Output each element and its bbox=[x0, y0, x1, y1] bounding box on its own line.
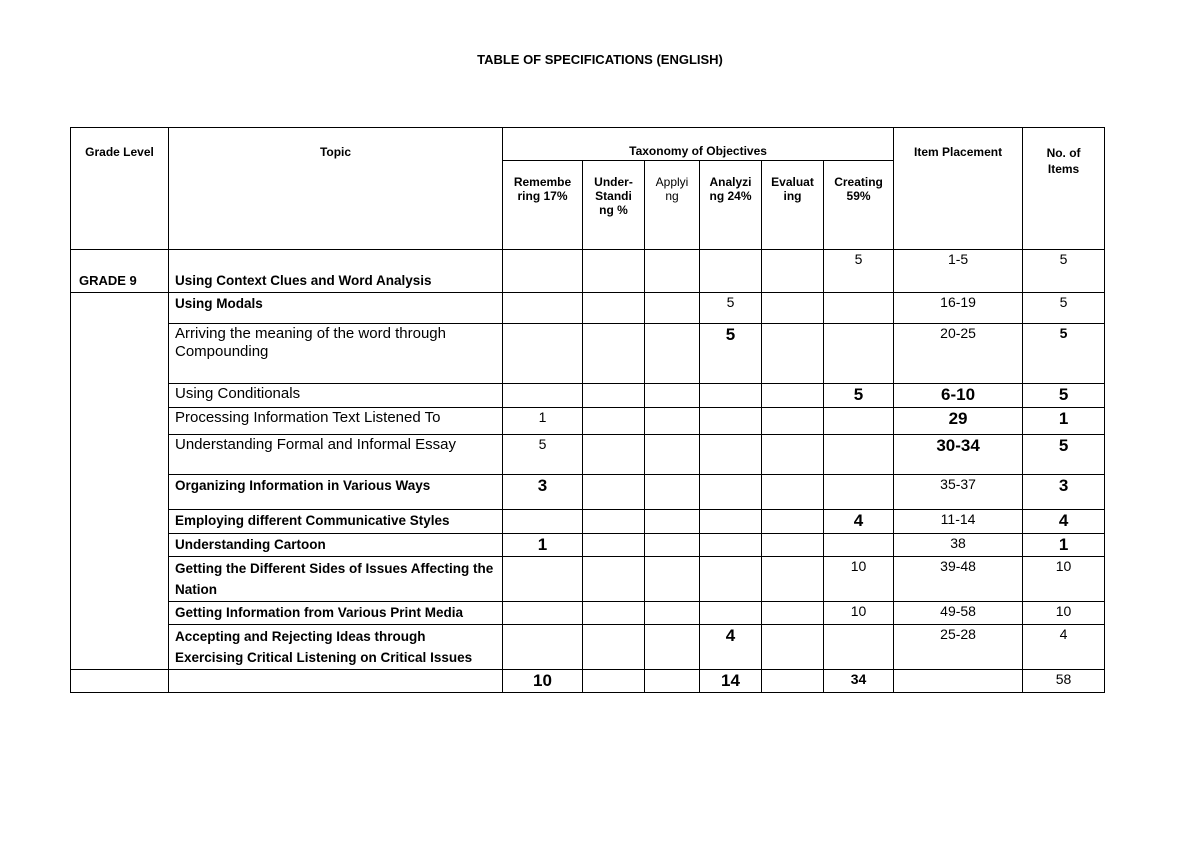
items-cell: 5 bbox=[1023, 435, 1105, 475]
placement-cell: 38 bbox=[894, 534, 1023, 557]
placement-cell: 6-10 bbox=[894, 384, 1023, 408]
evaluating-cell bbox=[762, 384, 824, 408]
analyzing-cell bbox=[700, 475, 762, 510]
table-row bbox=[71, 510, 1105, 534]
remembering-cell bbox=[503, 293, 583, 324]
remembering-cell bbox=[503, 250, 583, 293]
understanding-cell bbox=[583, 475, 645, 510]
topic-cell: Accepting and Rejecting Ideas through Exercising Critical Listening on Critical Issues bbox=[169, 625, 503, 670]
total-understanding bbox=[583, 670, 645, 693]
table-row bbox=[71, 534, 1105, 557]
creating-cell bbox=[824, 324, 894, 384]
document-title: TABLE OF SPECIFICATIONS (ENGLISH) bbox=[477, 52, 723, 67]
understanding-cell bbox=[583, 408, 645, 435]
placement-cell: 39-48 bbox=[894, 557, 1023, 602]
topic-cell: Getting the Different Sides of Issues Affecting the Nation bbox=[169, 557, 503, 602]
analyzing-cell bbox=[700, 557, 762, 602]
topic-cell: Using Modals bbox=[169, 293, 503, 324]
items-cell: 10 bbox=[1023, 557, 1105, 602]
items-cell: 4 bbox=[1023, 510, 1105, 534]
evaluating-cell bbox=[762, 475, 824, 510]
creating-cell bbox=[824, 625, 894, 670]
placement-cell: 25-28 bbox=[894, 625, 1023, 670]
table-row bbox=[71, 435, 1105, 475]
evaluating-cell bbox=[762, 510, 824, 534]
table-row bbox=[71, 557, 1105, 602]
remembering-cell bbox=[503, 384, 583, 408]
remembering-cell bbox=[503, 324, 583, 384]
creating-cell: 4 bbox=[824, 510, 894, 534]
items-cell: 5 bbox=[1023, 293, 1105, 324]
topic-cell: Using Context Clues and Word Analysis bbox=[169, 250, 503, 293]
creating-cell bbox=[824, 534, 894, 557]
header-remembering: Remembe ring 17% bbox=[503, 161, 583, 250]
header-applying: Applyi ng bbox=[645, 161, 700, 250]
evaluating-cell bbox=[762, 435, 824, 475]
evaluating-cell bbox=[762, 293, 824, 324]
placement-cell: 20-25 bbox=[894, 324, 1023, 384]
topic-cell: Employing different Communicative Styles bbox=[169, 510, 503, 534]
analyzing-cell bbox=[700, 534, 762, 557]
header-no-of-items bbox=[1023, 128, 1105, 250]
applying-cell bbox=[645, 384, 700, 408]
applying-cell bbox=[645, 250, 700, 293]
understanding-cell bbox=[583, 384, 645, 408]
analyzing-cell: 5 bbox=[700, 293, 762, 324]
understanding-cell bbox=[583, 510, 645, 534]
analyzing-cell bbox=[700, 250, 762, 293]
total-creating: 34 bbox=[824, 670, 894, 693]
items-cell: 1 bbox=[1023, 408, 1105, 435]
total-evaluating bbox=[762, 670, 824, 693]
header-evaluating: Evaluat ing bbox=[762, 161, 824, 250]
specifications-table bbox=[70, 127, 1105, 693]
topic-cell: Arriving the meaning of the word through Compounding bbox=[169, 324, 503, 384]
table-row bbox=[71, 602, 1105, 625]
evaluating-cell bbox=[762, 408, 824, 435]
evaluating-cell bbox=[762, 534, 824, 557]
header-taxonomy: Taxonomy of Objectives bbox=[503, 128, 894, 161]
remembering-cell: 5 bbox=[503, 435, 583, 475]
evaluating-cell bbox=[762, 625, 824, 670]
understanding-cell bbox=[583, 625, 645, 670]
table-row bbox=[71, 625, 1105, 670]
analyzing-cell bbox=[700, 408, 762, 435]
header-creating: Creating 59% bbox=[824, 161, 894, 250]
analyzing-cell bbox=[700, 384, 762, 408]
header-grade-level: Grade Level bbox=[71, 128, 169, 250]
applying-cell bbox=[645, 557, 700, 602]
analyzing-cell bbox=[700, 435, 762, 475]
evaluating-cell bbox=[762, 602, 824, 625]
applying-cell bbox=[645, 602, 700, 625]
total-items: 58 bbox=[1023, 670, 1105, 693]
understanding-cell bbox=[583, 293, 645, 324]
applying-cell bbox=[645, 534, 700, 557]
placement-cell: 11-14 bbox=[894, 510, 1023, 534]
table-row bbox=[71, 475, 1105, 510]
applying-cell bbox=[645, 435, 700, 475]
creating-cell bbox=[824, 408, 894, 435]
topic-cell: Using Conditionals bbox=[169, 384, 503, 408]
total-applying bbox=[645, 670, 700, 693]
remembering-cell bbox=[503, 625, 583, 670]
topic-cell: Processing Information Text Listened To bbox=[169, 408, 503, 435]
total-placement bbox=[894, 670, 1023, 693]
header-row bbox=[71, 128, 1105, 161]
items-cell: 10 bbox=[1023, 602, 1105, 625]
remembering-cell: 1 bbox=[503, 408, 583, 435]
table-row bbox=[71, 408, 1105, 435]
header-no-of-items-line1: No. of bbox=[1046, 146, 1081, 160]
table-row bbox=[71, 324, 1105, 384]
remembering-cell: 3 bbox=[503, 475, 583, 510]
topic-cell: Understanding Cartoon bbox=[169, 534, 503, 557]
table-row bbox=[71, 384, 1105, 408]
header-item-placement: Item Placement bbox=[894, 128, 1023, 250]
topic-cell: Organizing Information in Various Ways bbox=[169, 475, 503, 510]
total-remembering: 10 bbox=[503, 670, 583, 693]
creating-cell bbox=[824, 475, 894, 510]
remembering-cell bbox=[503, 510, 583, 534]
evaluating-cell bbox=[762, 324, 824, 384]
placement-cell: 1-5 bbox=[894, 250, 1023, 293]
topic-cell: Getting Information from Various Print Media bbox=[169, 602, 503, 625]
items-cell: 5 bbox=[1023, 324, 1105, 384]
header-analyzing: Analyzi ng 24% bbox=[700, 161, 762, 250]
understanding-cell bbox=[583, 534, 645, 557]
grade-label: GRADE 9 bbox=[71, 250, 169, 293]
remembering-cell bbox=[503, 557, 583, 602]
analyzing-cell: 4 bbox=[700, 625, 762, 670]
totals-topic-empty bbox=[169, 670, 503, 693]
applying-cell bbox=[645, 293, 700, 324]
total-analyzing: 14 bbox=[700, 670, 762, 693]
table-row bbox=[71, 250, 1105, 293]
topic-cell: Understanding Formal and Informal Essay bbox=[169, 435, 503, 475]
placement-cell: 30-34 bbox=[894, 435, 1023, 475]
items-cell: 1 bbox=[1023, 534, 1105, 557]
grade-cell-empty bbox=[71, 293, 169, 670]
applying-cell bbox=[645, 324, 700, 384]
header-understanding: Under- Standi ng % bbox=[583, 161, 645, 250]
evaluating-cell bbox=[762, 250, 824, 293]
items-cell: 4 bbox=[1023, 625, 1105, 670]
items-cell: 3 bbox=[1023, 475, 1105, 510]
understanding-cell bbox=[583, 435, 645, 475]
understanding-cell bbox=[583, 250, 645, 293]
remembering-cell bbox=[503, 602, 583, 625]
remembering-cell: 1 bbox=[503, 534, 583, 557]
placement-cell: 29 bbox=[894, 408, 1023, 435]
creating-cell: 10 bbox=[824, 602, 894, 625]
totals-row bbox=[71, 670, 1105, 693]
applying-cell bbox=[645, 625, 700, 670]
creating-cell: 5 bbox=[824, 250, 894, 293]
header-no-of-items-line2: Items bbox=[1047, 162, 1080, 176]
applying-cell bbox=[645, 408, 700, 435]
understanding-cell bbox=[583, 324, 645, 384]
placement-cell: 49-58 bbox=[894, 602, 1023, 625]
analyzing-cell: 5 bbox=[700, 324, 762, 384]
evaluating-cell bbox=[762, 557, 824, 602]
creating-cell: 10 bbox=[824, 557, 894, 602]
placement-cell: 35-37 bbox=[894, 475, 1023, 510]
placement-cell: 16-19 bbox=[894, 293, 1023, 324]
items-cell: 5 bbox=[1023, 384, 1105, 408]
understanding-cell bbox=[583, 557, 645, 602]
applying-cell bbox=[645, 475, 700, 510]
creating-cell bbox=[824, 435, 894, 475]
applying-cell bbox=[645, 510, 700, 534]
analyzing-cell bbox=[700, 602, 762, 625]
header-topic: Topic bbox=[169, 128, 503, 250]
analyzing-cell bbox=[700, 510, 762, 534]
creating-cell: 5 bbox=[824, 384, 894, 408]
understanding-cell bbox=[583, 602, 645, 625]
items-cell: 5 bbox=[1023, 250, 1105, 293]
table-row bbox=[71, 293, 1105, 324]
creating-cell bbox=[824, 293, 894, 324]
totals-grade-empty bbox=[71, 670, 169, 693]
